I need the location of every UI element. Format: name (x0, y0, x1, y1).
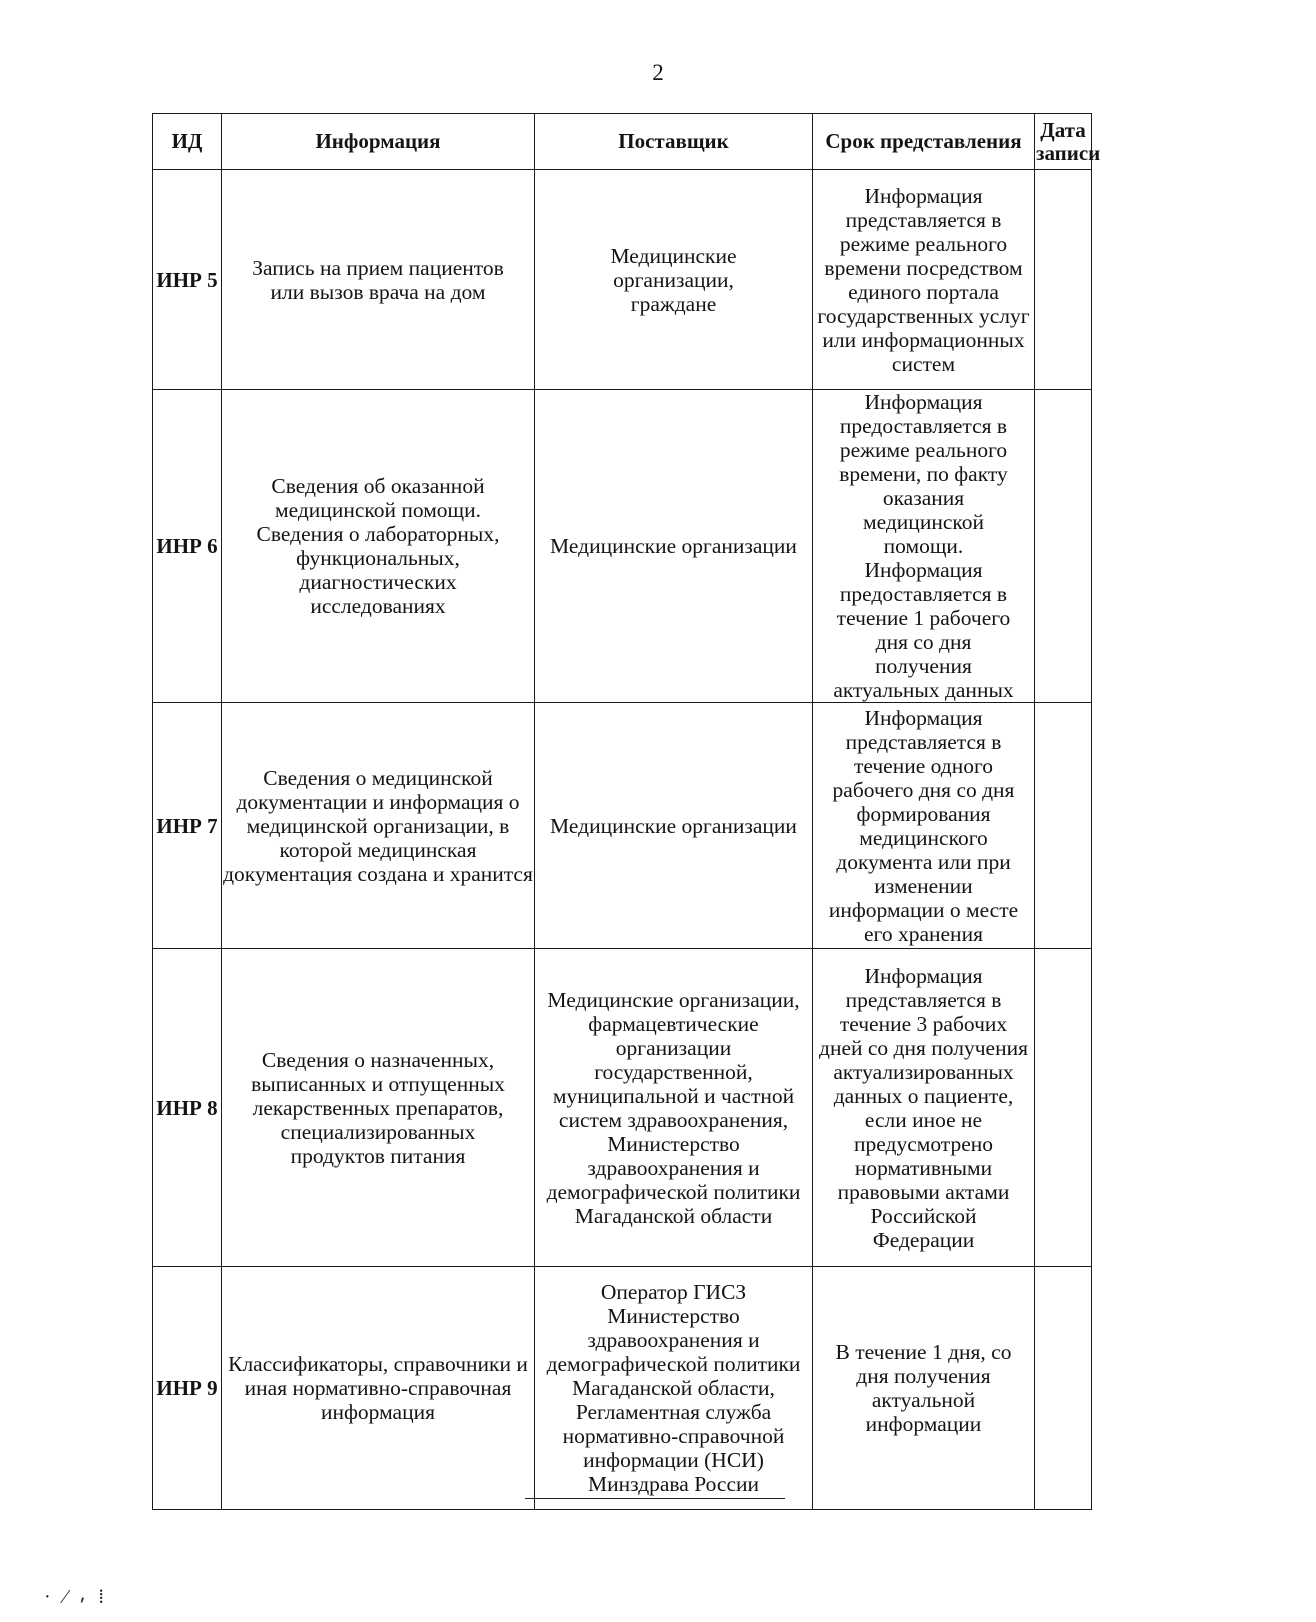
row-info-text: Сведения о назначенных, выписанных и отпущенных лекарственных препаратов, специализированных продуктов питания (251, 1047, 505, 1168)
row-supplier (535, 170, 813, 390)
row-term-text: Информация представляется в течение одного рабочего дня со дня формирования медицинского документа или при изменении информации о месте его хранения (828, 705, 1019, 946)
row-term (813, 1267, 1035, 1510)
table-row (153, 170, 1092, 390)
header-date: Дата записи (1035, 114, 1092, 170)
row-supplier-text: Медицинские организации (550, 813, 797, 838)
table-header-row (153, 114, 1092, 170)
row-id: ИНР 5 (153, 170, 222, 390)
row-date (1035, 170, 1092, 390)
row-supplier (535, 703, 813, 949)
row-supplier-text: Медицинские организации, граждане (610, 243, 737, 316)
row-term-text: В течение 1 дня, со дня получения актуальной информации (835, 1340, 1012, 1436)
row-date (1035, 390, 1092, 703)
row-supplier-text: Медицинские организации, фармацевтические организации государственной, муниципальной и частной систем здравоохранения, Министерство здравоохранения и демографической политики Магаданской области (546, 987, 801, 1228)
row-info (222, 1267, 535, 1510)
row-supplier (535, 390, 813, 703)
header-info: Информация (222, 114, 535, 170)
row-info-text: Запись на прием пациентов или вызов врача на дом (252, 255, 504, 304)
page-number: 2 (652, 60, 664, 85)
row-info-text: Классификаторы, справочники и иная нормативно-справочная информация (228, 1352, 528, 1424)
row-info (222, 390, 535, 703)
table-row (153, 949, 1092, 1267)
information-registry-table (152, 113, 1101, 1510)
row-date (1035, 1267, 1092, 1510)
row-term (813, 170, 1035, 390)
row-date (1035, 703, 1092, 949)
row-term-text: Информация представляется в режиме реального времени посредством единого портала государственных услуг или информационных систем (817, 183, 1030, 376)
row-id: ИНР 7 (153, 703, 222, 949)
row-term-text: Информация предоставляется в режиме реального времени, по факту оказания медицинской помощи. Информация предоставляется в течение 1 рабочего дня со дня получения актуальных данных (833, 390, 1014, 702)
row-supplier-text: Медицинские организации (550, 534, 797, 558)
row-term (813, 703, 1035, 949)
row-term (813, 949, 1035, 1267)
row-id: ИНР 9 (153, 1267, 222, 1510)
row-id: ИНР 6 (153, 390, 222, 703)
row-supplier (535, 1267, 813, 1510)
table-row (153, 1267, 1092, 1510)
row-info (222, 949, 535, 1267)
row-info-text: Сведения об оказанной медицинской помощи. Сведения о лабораторных, функциональных, диагностических исследованиях (256, 474, 500, 618)
row-info (222, 703, 535, 949)
header-term: Срок представления (813, 114, 1035, 170)
row-supplier-text: Оператор ГИСЗ Министерство здравоохранения и демографической политики Магаданской области, Регламентная служба нормативно-справочной информации (НСИ) Минздрава России (546, 1280, 801, 1496)
footer-divider (525, 1498, 785, 1499)
row-info-text: Сведения о медицинской документации и информация о медицинской организации, в которой медицинская документация создана и хранится (223, 765, 533, 886)
row-info (222, 170, 535, 390)
row-term (813, 390, 1035, 703)
header-id: ИД (153, 114, 222, 170)
row-id: ИНР 8 (153, 949, 222, 1267)
table-row (153, 390, 1092, 703)
row-term-text: Информация представляется в течение 3 рабочих дней со дня получения актуализированных данных о пациенте, если иное не предусмотрено нормативными правовыми актами Российской Федерации (819, 963, 1028, 1252)
table-row (153, 703, 1092, 949)
row-supplier (535, 949, 813, 1267)
row-date (1035, 949, 1092, 1267)
header-supplier: Поставщик (535, 114, 813, 170)
scan-artifact-marks: · ⁄ ⸴ ⁞ (44, 1586, 108, 1608)
